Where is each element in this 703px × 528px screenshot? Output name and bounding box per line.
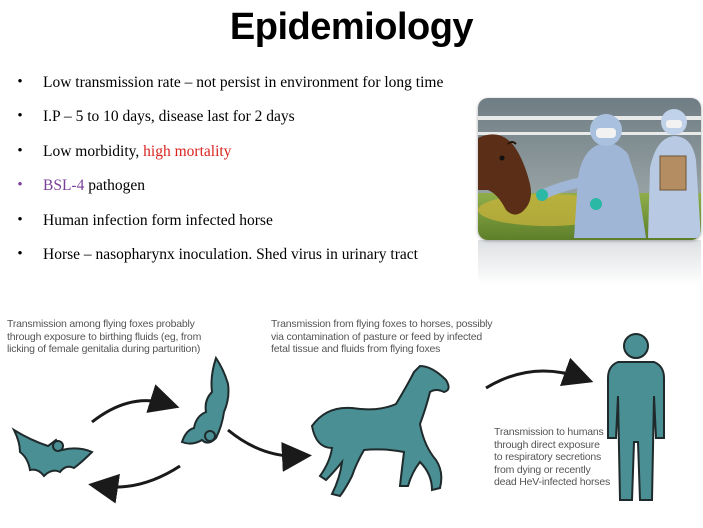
flying-fox-icon xyxy=(14,430,92,476)
bullet-text: I.P – 5 to 10 days, disease last for 2 days xyxy=(43,108,295,125)
human-figure-icon xyxy=(608,334,664,500)
caption-line: fetal tissue and fluids from flying foxes xyxy=(271,343,441,355)
bullet-marker: • xyxy=(17,212,23,228)
caption-line: to respiratory secretions xyxy=(494,451,602,463)
caption-line: through exposure to birthing fluids (eg, from xyxy=(7,330,202,343)
diagram-graphics xyxy=(0,300,703,528)
arrow-icon xyxy=(486,371,582,388)
bullet-text xyxy=(43,177,145,195)
caption-line: through direct exposure xyxy=(494,438,600,451)
bullet-text-prefix: Low morbidity, xyxy=(43,143,144,160)
bullet-text xyxy=(43,143,231,161)
caption-line: from dying or recently xyxy=(494,463,591,476)
photo-frame xyxy=(478,98,703,286)
bullet-text-suffix: pathogen xyxy=(84,177,146,194)
photo-reflection xyxy=(478,240,701,286)
bullet-marker: • xyxy=(17,246,23,262)
transmission-diagram xyxy=(0,300,703,528)
bullet-marker: • xyxy=(17,143,23,159)
hazmat-workers-horse-photo xyxy=(478,98,701,240)
bullet-marker: • xyxy=(17,108,23,124)
caption-line: Transmission to humans xyxy=(494,426,604,438)
photo-illustration xyxy=(478,98,701,240)
slide-title: Epidemiology xyxy=(229,6,474,48)
caption-line: Transmission among flying foxes probably xyxy=(7,318,195,330)
horse-icon xyxy=(312,366,449,496)
arrow-icon xyxy=(100,466,180,487)
bullet-marker: • xyxy=(17,177,23,193)
bullet-text: Horse – nasopharynx inoculation. Shed virus in urinary tract xyxy=(43,246,418,263)
bsl4-highlight: BSL-4 xyxy=(43,177,85,194)
caption-line: dead HeV-infected horses xyxy=(494,476,611,488)
caption-line: via contamination of pasture or feed by infected xyxy=(271,330,483,343)
arrow-icon xyxy=(228,430,300,456)
bullet-marker: • xyxy=(17,74,23,90)
high-mortality-highlight: high mortality xyxy=(143,143,232,160)
caption-line: Transmission from flying foxes to horses, possibly xyxy=(271,318,493,330)
caption-line: licking of female genitalia during parturition) xyxy=(7,343,201,355)
flying-fox-icon xyxy=(182,358,229,444)
bullet-text: Low transmission rate – not persist in environment for long time xyxy=(43,74,444,91)
arrow-icon xyxy=(92,401,168,422)
bullet-text: Human infection form infected horse xyxy=(43,212,273,229)
